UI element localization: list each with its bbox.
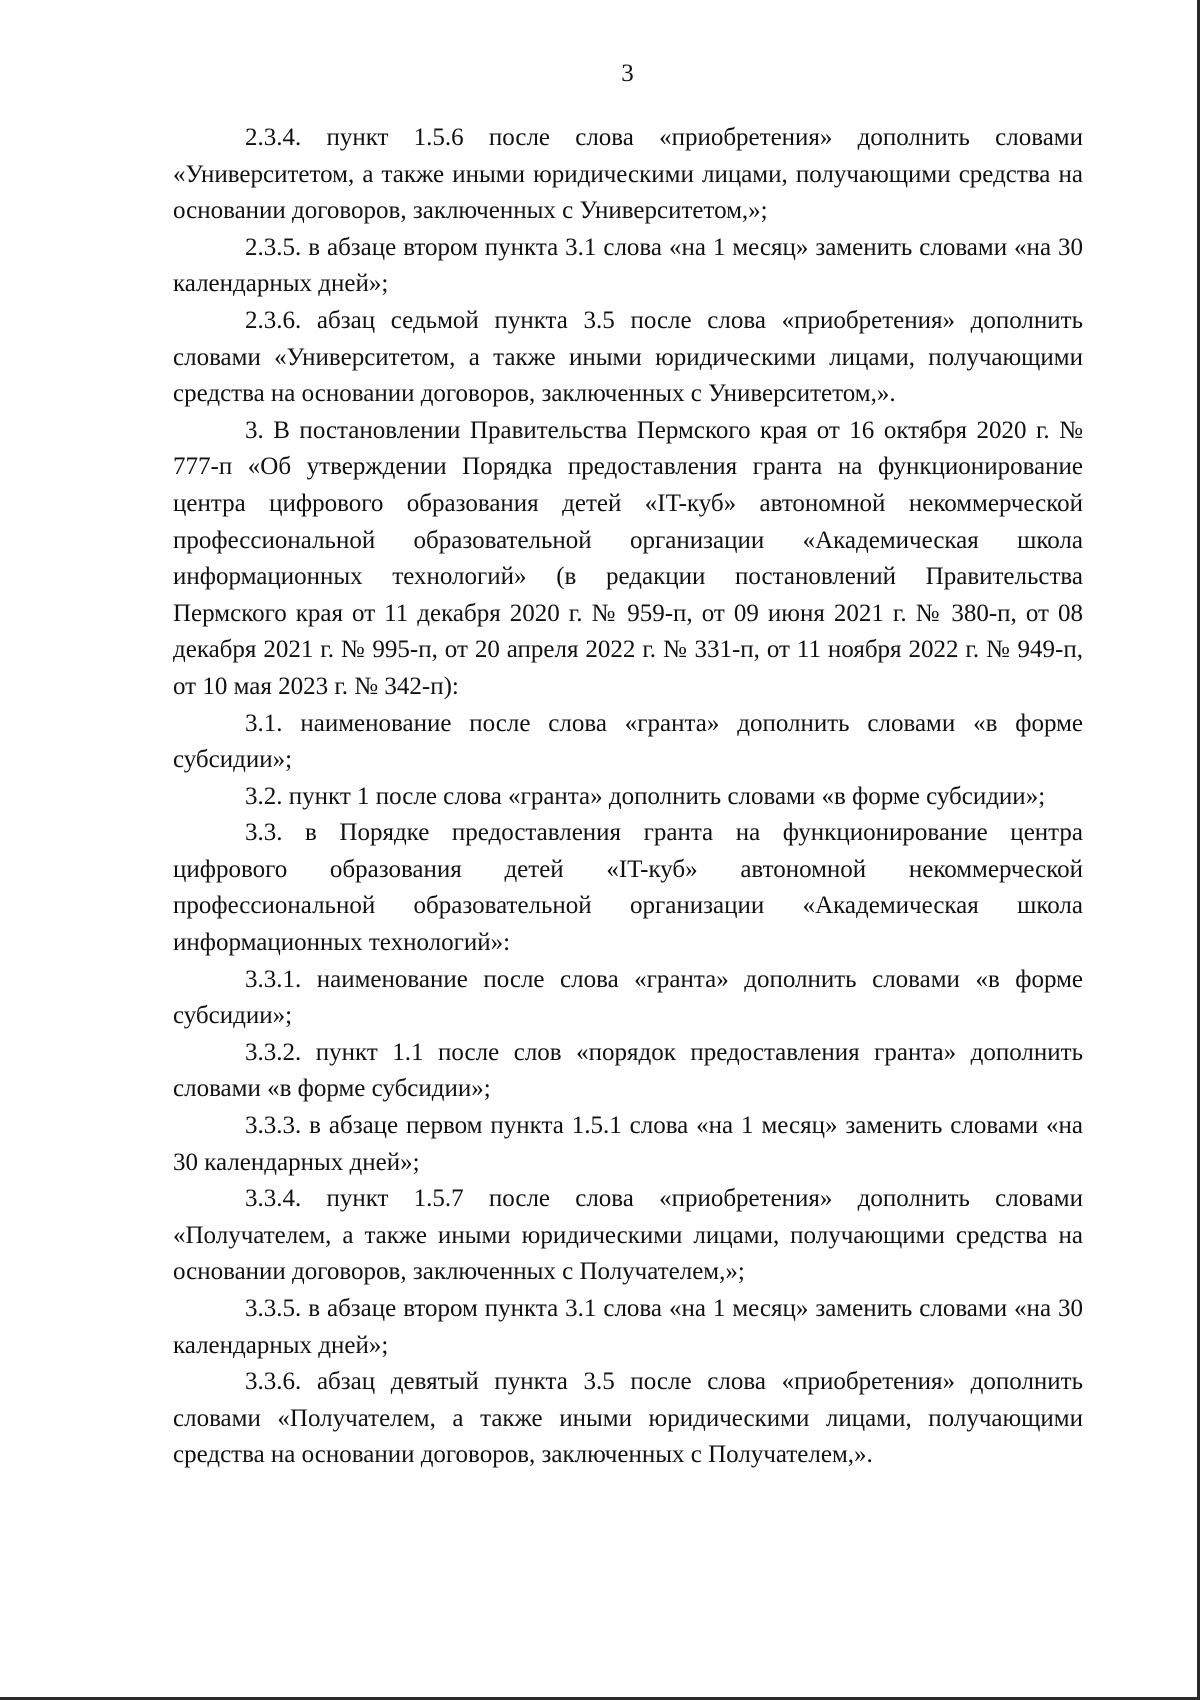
paragraph-3-3-2: 3.3.2. пункт 1.1 после слов «порядок предоставления гранта» дополнить словами «в форме субсидии»; bbox=[173, 1038, 1083, 1103]
paragraph-3-3-5: 3.3.5. в абзаце втором пункта 3.1 слова «на 1 месяц» заменить словами «на 30 календарных дней»; bbox=[173, 1295, 1083, 1359]
paragraph-3-1: 3.1. наименование после слова «гранта» дополнить словами «в форме субсидии»; bbox=[173, 709, 1083, 774]
page-number: 3 bbox=[621, 60, 634, 87]
paragraph-2-3-4: 2.3.4. пункт 1.5.6 после слова «приобретения» дополнить словами «Университетом, а также иными юридическими лицами, получающими средства на основании договоров, заключенных с Университетом,»; bbox=[173, 124, 1083, 225]
paragraph-2-3-6: 2.3.6. абзац седьмой пункта 3.5 после слова «приобретения» дополнить словами «Университетом, а также иными юридическими лицами, получающими средства на основании договоров, заключенных с Университетом,». bbox=[173, 306, 1083, 408]
paragraph-3: 3. В постановлении Правительства Пермского края от 16 октября 2020 г. № 777-п «Об утверждении Порядка предоставления гранта на функционирование центра цифрового образования детей «IT-куб» автономной некоммерческой профессиональной образовательной организации «Академическая школа информационных технологий» (в редакции постановлений Правительства Пермского края от 11 декабря 2020 г. № 959-п, от 09 июня 2021 г. № 380-п, от 08 декабря 2021 г. № 995-п, от 20 апреля 2022 г. № 331-п, от 11 ноября 2022 г. № 949-п, от 10 мая 2023 г. № 342-п): bbox=[173, 416, 1083, 700]
paragraph-3-3-3: 3.3.3. в абзаце первом пункта 1.5.1 слова «на 1 месяц» заменить словами «на 30 календарных дней»; bbox=[173, 1112, 1083, 1176]
document-body bbox=[173, 120, 1083, 1474]
paragraph-3-2: 3.2. пункт 1 после слова «гранта» дополнить словами «в форме субсидии»; bbox=[245, 782, 1046, 810]
paragraph-3-3-1: 3.3.1. наименование после слова «гранта» дополнить словами «в форме субсидии»; bbox=[173, 965, 1083, 1030]
paragraph-3-3-4: 3.3.4. пункт 1.5.7 после слова «приобретения» дополнить словами «Получателем, а также иными юридическими лицами, получающими средства на основании договоров, заключенных с Получателем,»; bbox=[173, 1185, 1083, 1286]
paragraph-3-3-6: 3.3.6. абзац девятый пункта 3.5 после слова «приобретения» дополнить словами «Получателем, а также иными юридическими лицами, получающими средства на основании договоров, заключенных с Получателем,». bbox=[173, 1368, 1083, 1469]
paragraph-2-3-5: 2.3.5. в абзаце втором пункта 3.1 слова «на 1 месяц» заменить словами «на 30 календарных дней»; bbox=[173, 233, 1083, 298]
paragraph-3-3: 3.3. в Порядке предоставления гранта на функционирование центра цифрового образования детей «IT-куб» автономной некоммерческой профессиональной образовательной организации «Академическая школа информационных технологий»: bbox=[173, 819, 1083, 957]
